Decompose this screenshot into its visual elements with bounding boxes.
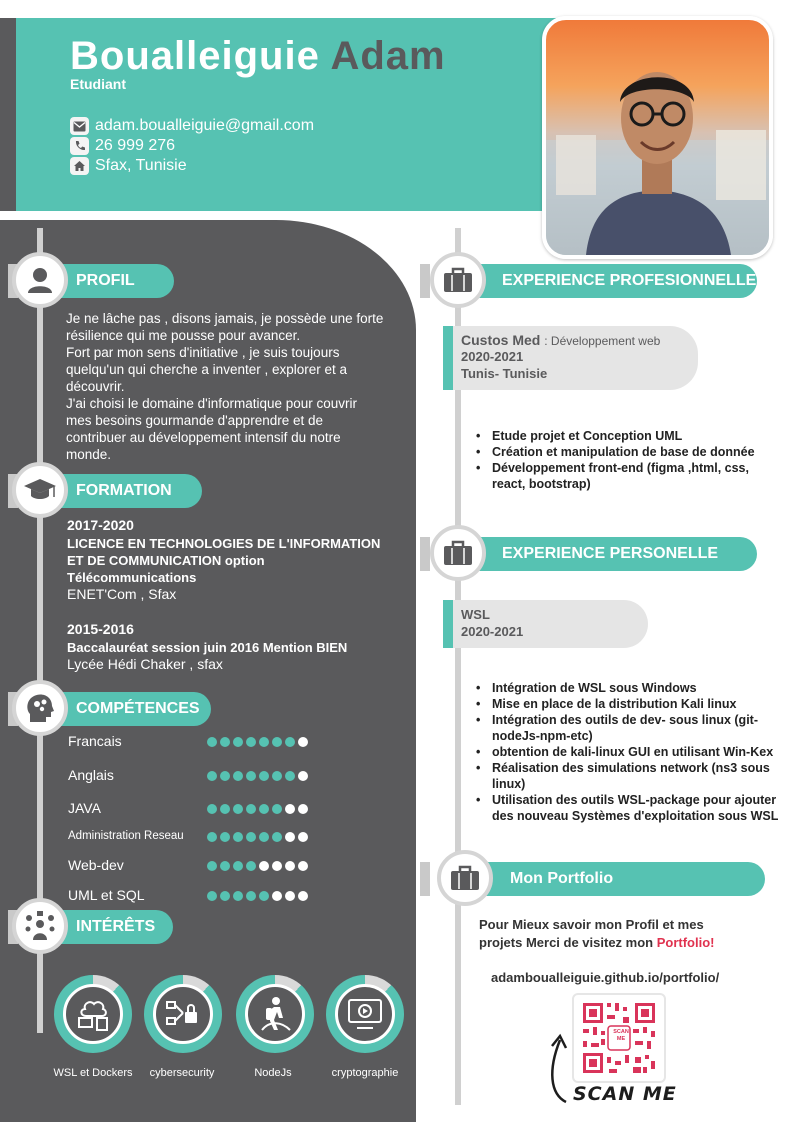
- skill-dot-empty: [298, 891, 308, 901]
- formation-heading: FORMATION: [60, 474, 202, 508]
- skill-dots: [207, 737, 311, 747]
- contact-phone[interactable]: [70, 136, 390, 156]
- exp-pro-bullets: • Etude projet et Conception UML • Création et manipulation de base de donnée • Développement front-end (figma ,html, css, react, bootstrap): [474, 428, 779, 492]
- interets-circle: [12, 898, 68, 954]
- skill-dot-filled: [233, 891, 243, 901]
- portfolio-text: Pour Mieux savoir mon Profil et mes projets Merci de visitez mon Portfolio!: [479, 917, 715, 950]
- portfolio-heading: Mon Portfolio: [470, 862, 765, 896]
- edu-2-degree: Baccalauréat session juin 2016 Mention BIEN: [67, 640, 348, 655]
- interest-wsl: [54, 975, 132, 1053]
- skill-dot-filled: [272, 832, 282, 842]
- exp-perso-card: WSL 2020-2021: [443, 600, 648, 648]
- skill-dot-filled: [246, 832, 256, 842]
- interest-label-cybersecurity: cybersecurity: [149, 1067, 215, 1079]
- skill-anglais: Anglais: [68, 767, 338, 787]
- media-screen-icon: [347, 998, 383, 1030]
- profil-circle: [12, 252, 68, 308]
- contact-email[interactable]: [70, 116, 390, 136]
- skill-dot-empty: [285, 832, 295, 842]
- interest-label-nodejs: NodeJs: [254, 1067, 292, 1079]
- edu-1-degree: LICENCE EN TECHNOLOGIES DE L'INFORMATION ET DE COMMUNICATION option Télécommunications: [67, 536, 381, 585]
- edu-1-years: 2017-2020: [67, 517, 134, 533]
- briefcase-icon: [443, 267, 473, 293]
- profil-heading: PROFIL: [60, 264, 174, 298]
- header-edge: [0, 18, 16, 211]
- competences-heading: COMPÉTENCES: [60, 692, 211, 726]
- skill-dot-filled: [207, 891, 217, 901]
- portfolio-tick: [420, 862, 430, 896]
- curved-arrow-icon: [546, 1030, 574, 1104]
- exp-perso-tick: [420, 537, 430, 571]
- skill-dots: [207, 861, 311, 871]
- skill-dot-filled: [259, 832, 269, 842]
- exp-pro-circle: [430, 252, 486, 308]
- skill-dot-filled: [233, 832, 243, 842]
- full-name: [70, 34, 446, 79]
- portfolio-link[interactable]: Portfolio!: [656, 935, 715, 950]
- competences-circle: [12, 680, 68, 736]
- skill-dot-filled: [233, 804, 243, 814]
- skill-web-dev: Web-dev: [68, 857, 338, 877]
- exp-pro-tick: [420, 264, 430, 298]
- skill-dot-filled: [207, 832, 217, 842]
- interest-label-wsl: WSL et Dockers: [53, 1067, 133, 1079]
- skill-dots: [207, 832, 311, 842]
- skill-dot-filled: [220, 737, 230, 747]
- skill-dot-filled: [246, 891, 256, 901]
- skill-dot-empty: [259, 861, 269, 871]
- skill-dot-filled: [220, 832, 230, 842]
- formation-circle: [12, 462, 68, 518]
- skill-uml-sql: UML et SQL: [68, 887, 338, 907]
- scan-me-label: SCAN ME: [573, 1083, 677, 1105]
- portfolio-url[interactable]: adamboualleiguie.github.io/portfolio/: [491, 970, 720, 985]
- skill-dot-filled: [220, 861, 230, 871]
- home-icon: [70, 157, 89, 175]
- skill-admin-reseau: Administration Reseau: [68, 828, 338, 848]
- skill-java: JAVA: [68, 800, 338, 820]
- profile-photo: [542, 16, 773, 259]
- person-hobbies-icon: [24, 910, 56, 942]
- skill-dot-filled: [272, 771, 282, 781]
- skill-dots: [207, 891, 311, 901]
- user-icon: [25, 265, 55, 295]
- graduation-cap-icon: [23, 476, 57, 504]
- skill-francais: Francais: [68, 733, 338, 753]
- job-title: Etudiant: [70, 76, 126, 92]
- hiker-icon: [258, 996, 292, 1032]
- skill-dot-filled: [272, 737, 282, 747]
- briefcase-icon: [450, 865, 480, 891]
- skill-dot-filled: [233, 737, 243, 747]
- skill-dot-empty: [298, 771, 308, 781]
- skill-dot-filled: [272, 804, 282, 814]
- edu-2-years: 2015-2016: [67, 621, 134, 637]
- skill-dot-empty: [298, 804, 308, 814]
- first-name: Boualleiguie: [70, 34, 320, 78]
- interets-heading: INTÉRÊTS: [60, 910, 173, 944]
- skill-dot-filled: [207, 737, 217, 747]
- exp-perso-heading: EXPERIENCE PERSONELLE: [470, 537, 757, 571]
- skill-dot-empty: [285, 861, 295, 871]
- email-text: adam.boualleiguie@gmail.com: [95, 117, 315, 134]
- network-lock-icon: [165, 998, 201, 1030]
- skill-dot-empty: [285, 804, 295, 814]
- skill-dot-filled: [259, 737, 269, 747]
- edu-2-school: Lycée Hédi Chaker , sfax: [67, 656, 223, 672]
- qr-center-label: SCAN ME: [613, 1029, 629, 1042]
- profil-text: Je ne lâche pas , disons jamais, je possède une forte résilience qui me pousse pour avancer. Fort par mon sens d'initiative , je suis toujours quelqu'un qui cherche a inventer , explorer et a découvrir. J'ai choisi le domaine d'informatique pour couvrir mes besoins gourmande d'apprendre et de contribuer au développement intensif du notre monde.: [66, 311, 384, 462]
- exp-pro-card: Custos Med : Développement web 2020-2021 Tunis- Tunisie: [443, 326, 698, 390]
- skill-dots: [207, 771, 311, 781]
- interest-cybersecurity: [144, 975, 222, 1053]
- skill-dot-filled: [259, 804, 269, 814]
- skill-dot-filled: [220, 891, 230, 901]
- skill-dot-filled: [285, 737, 295, 747]
- skill-dot-empty: [272, 861, 282, 871]
- skill-dot-filled: [259, 891, 269, 901]
- edu-1-school: ENET'Com , Sfax: [67, 586, 177, 602]
- skill-dot-filled: [246, 861, 256, 871]
- contact-location: [70, 156, 390, 176]
- skill-dot-empty: [298, 861, 308, 871]
- exp-pro-company-line: Custos Med : Développement web: [461, 332, 661, 348]
- phone-icon: [70, 137, 89, 155]
- portfolio-circle: [437, 850, 493, 906]
- skill-dot-empty: [285, 891, 295, 901]
- exp-perso-circle: [430, 525, 486, 581]
- skill-dot-filled: [233, 861, 243, 871]
- skill-dot-filled: [220, 804, 230, 814]
- skill-dot-empty: [298, 832, 308, 842]
- mail-icon: [70, 117, 89, 135]
- skill-dot-empty: [272, 891, 282, 901]
- exp-perso-bullets: • Intégration de WSL sous Windows • Mise en place de la distribution Kali linux • Intégration des outils de dev- sous linux (git-nodeJs-npm-etc) • obtention de kali-linux GUI en utilisant Win-Kex • Réalisation des simulations network (ns3 sous linux) • Utilisation des outils WSL-package pour ajouter des nouveau Systèmes d'exploitation sous WSL: [474, 680, 782, 824]
- interest-label-cryptographie: cryptographie: [331, 1067, 399, 1079]
- interest-nodejs: [236, 975, 314, 1053]
- skill-dot-filled: [246, 737, 256, 747]
- skill-dot-filled: [259, 771, 269, 781]
- location-text: Sfax, Tunisie: [95, 157, 187, 174]
- skill-dot-filled: [246, 771, 256, 781]
- interest-cryptographie: [326, 975, 404, 1053]
- skill-dots: [207, 804, 311, 814]
- qr-code[interactable]: [572, 993, 666, 1083]
- exp-pro-heading: EXPERIENCE PROFESIONNELLE: [470, 264, 757, 298]
- skill-dot-filled: [233, 771, 243, 781]
- skill-dot-filled: [285, 771, 295, 781]
- skill-dot-filled: [246, 804, 256, 814]
- skill-dot-empty: [298, 737, 308, 747]
- skill-dot-filled: [220, 771, 230, 781]
- skill-dot-filled: [207, 804, 217, 814]
- skill-dot-filled: [207, 771, 217, 781]
- skill-dot-filled: [207, 861, 217, 871]
- last-name: Adam: [330, 34, 446, 78]
- briefcase-icon: [443, 540, 473, 566]
- brain-head-icon: [24, 692, 56, 724]
- cloud-devices-icon: [75, 997, 111, 1031]
- phone-text: 26 999 276: [95, 137, 176, 154]
